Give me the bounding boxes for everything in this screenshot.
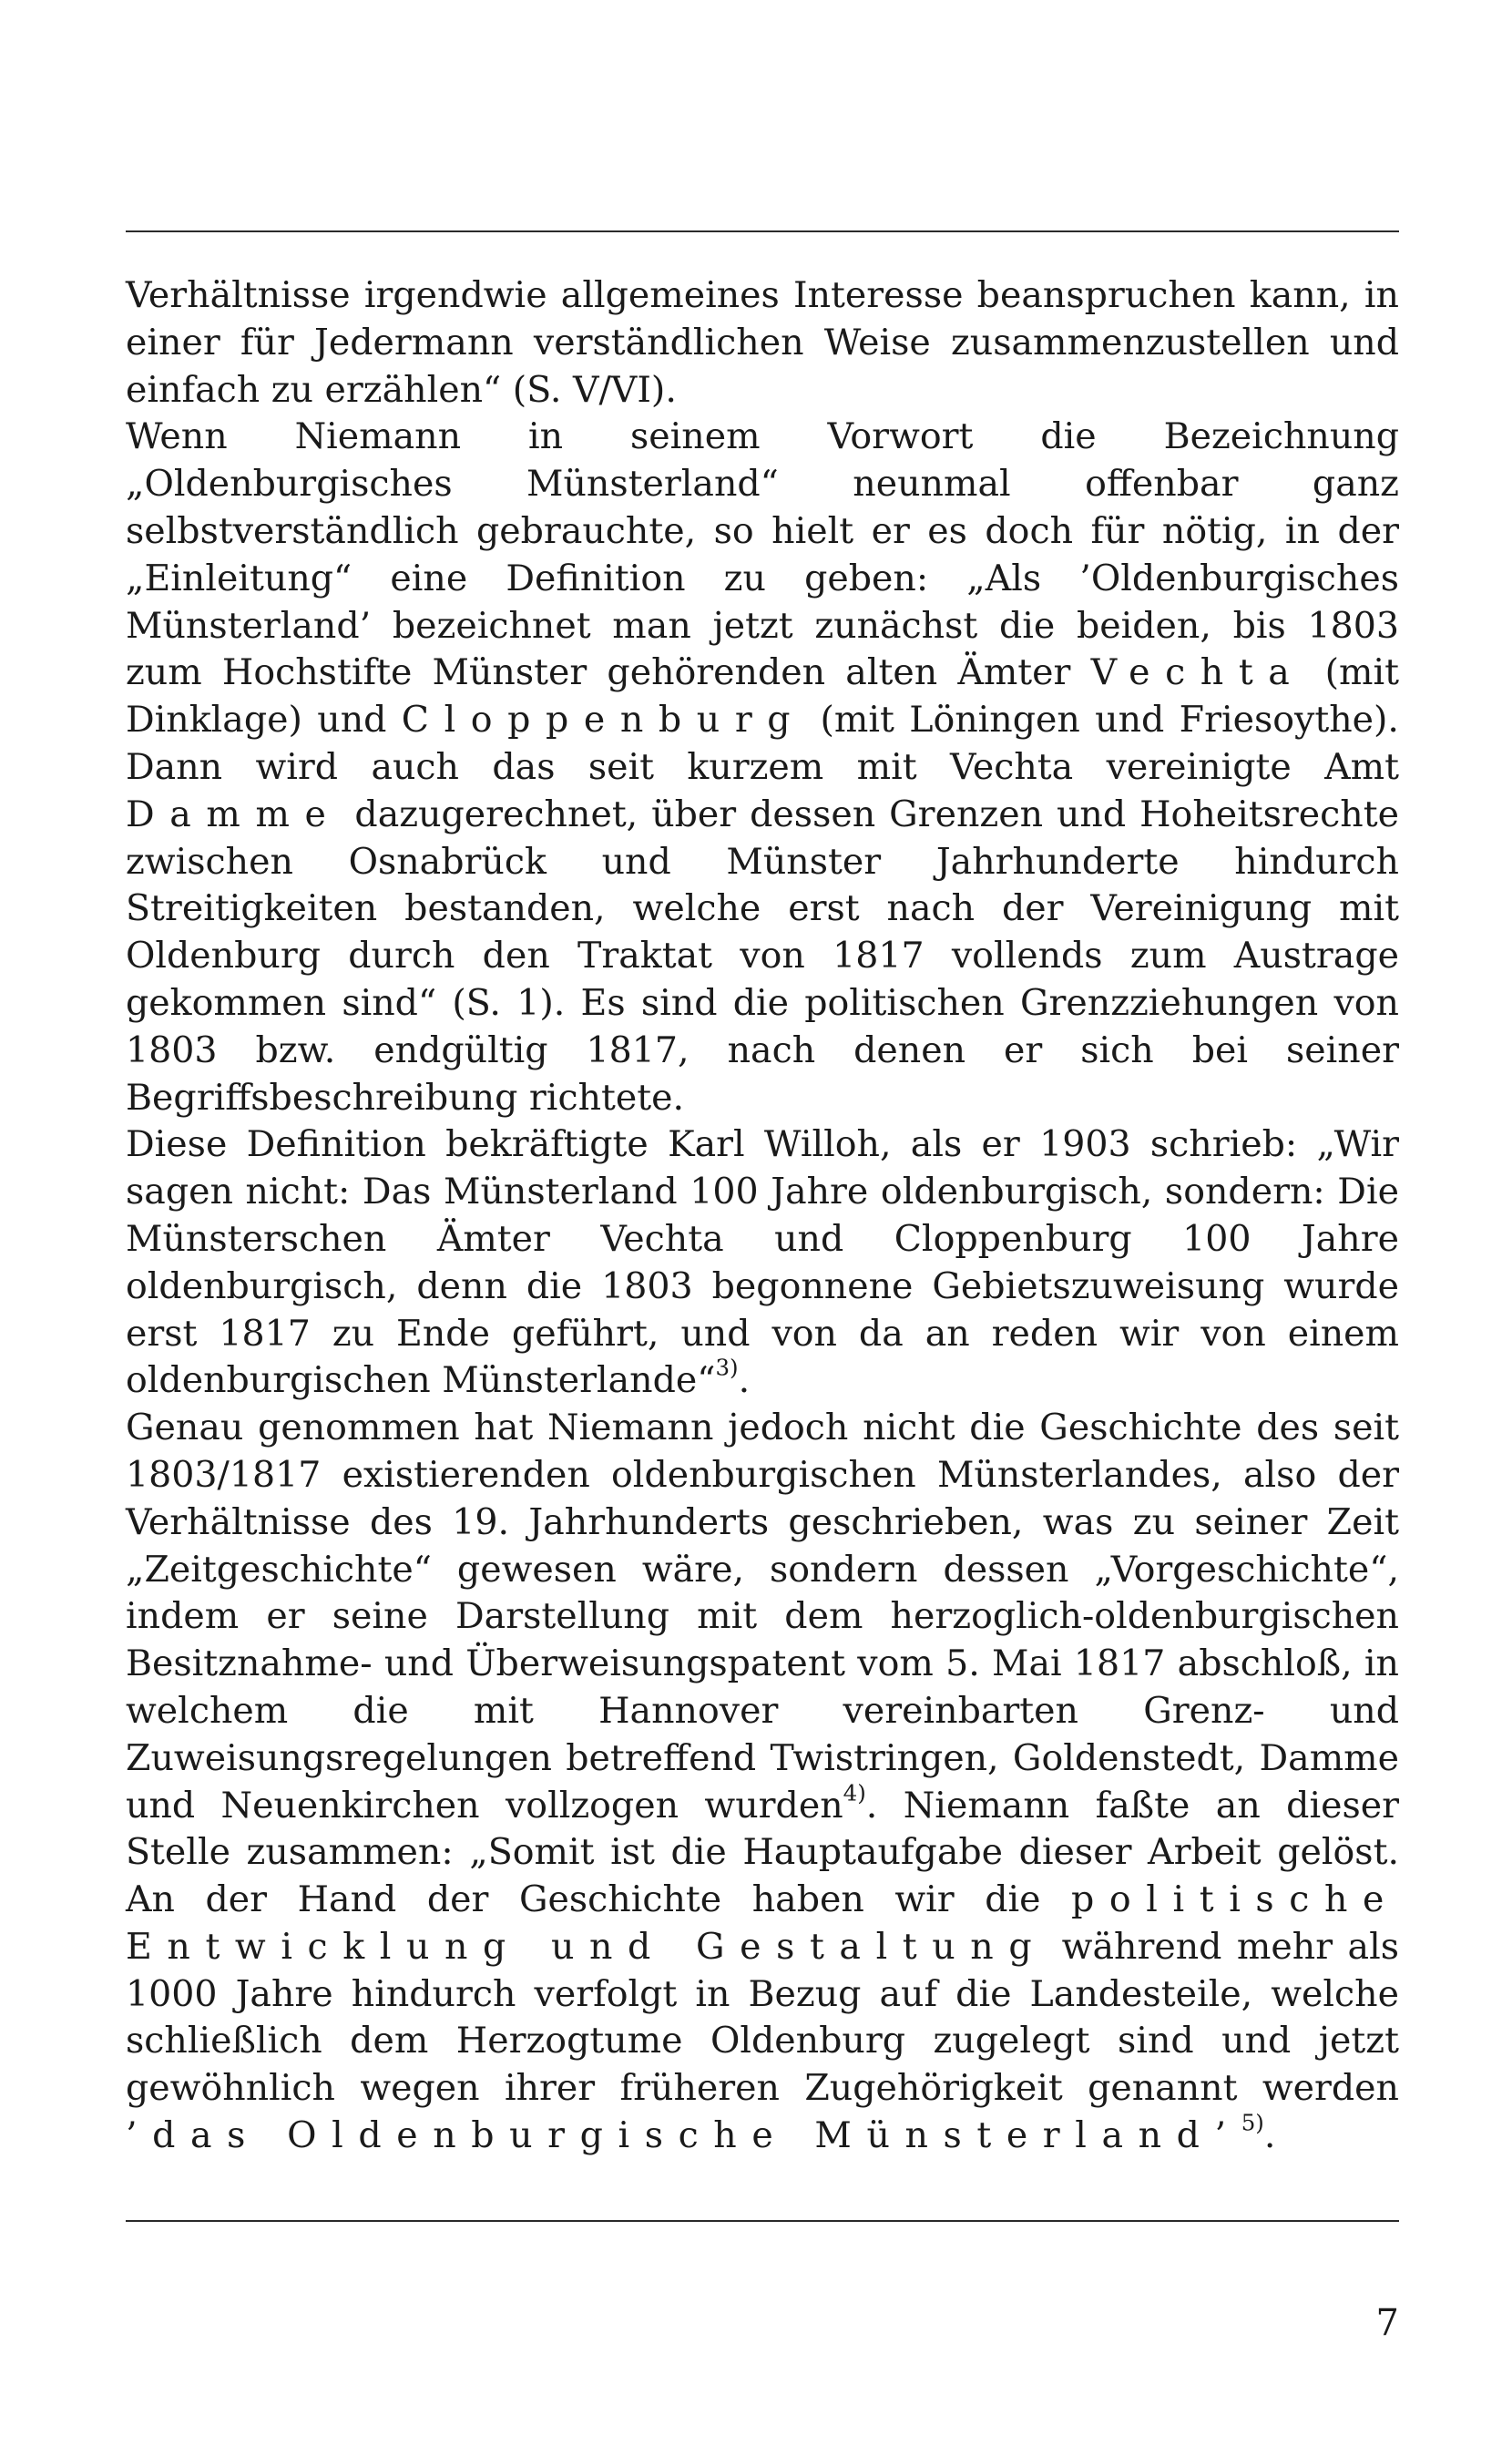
bottom-rule bbox=[126, 2220, 1399, 2222]
text-run: . bbox=[738, 1359, 751, 1402]
paragraph bbox=[126, 414, 1399, 1121]
text-run: (mit Dinklage) und bbox=[126, 651, 1399, 742]
emphasized-spaced-text: Vechta bbox=[1090, 651, 1305, 694]
emphasized-spaced-text: ’das Oldenburgische Münsterland’ bbox=[126, 2114, 1241, 2157]
emphasized-spaced-text: Damme bbox=[126, 793, 342, 835]
text-run: . bbox=[1263, 2114, 1276, 2157]
text-run: Wenn Niemann in seinem Vorwort die Bezeichnung „Oldenburgisches Münsterland“ neunmal offenbar ganz selbstverständlich gebrauchte, so hielt er es doch für nötig, in der „Einleitung“ eine Definition zu geben: „Als ’Oldenburgisches Münsterland’ bezeichnet man jetzt zunächst die beiden, bis 1803 zum Hochstifte Münster gehörenden alten Ämter bbox=[126, 415, 1399, 694]
text-run: Genau genommen hat Niemann jedoch nicht die Geschichte des seit 1803/1817 existierenden oldenburgischen Münsterlandes, also der Verhältnisse des 19. Jahrhunderts geschrieben, was zu seiner Zeit „Zeitgeschichte“ gewesen wäre, sondern dessen „Vorgeschichte“, indem er seine Darstellung mit dem herzoglich-oldenburgischen Besitznahme- und Überweisungspatent vom 5. Mai 1817 abschloß, in welchem die mit Hannover vereinbarten Grenz- und Zuweisungsregelungen betreffend Twistringen, Goldenstedt, Damme und Neuenkirchen vollzogen wurden bbox=[126, 1407, 1399, 1827]
paragraph bbox=[126, 1405, 1399, 2160]
text-run: . Niemann faßte an dieser Stelle zusammen: „Somit ist die Hauptaufgabe dieser Arbeit gelöst. An der Hand der Geschichte haben wir die bbox=[126, 1784, 1399, 1921]
footnote-ref: 4) bbox=[843, 1779, 866, 1806]
paragraph bbox=[126, 1121, 1399, 1405]
footnote-ref: 3) bbox=[715, 1354, 739, 1381]
text-run: dazugerechnet, über dessen Grenzen und Hoheitsrechte zwischen Osnabrück und Münster Jahrhunderte hindurch Streitigkeiten bestanden, welche erst nach der Vereinigung mit Oldenburg durch den Traktat von 1817 vollends zum Austrage gekommen sind“ (S. 1). Es sind die politischen Grenzziehungen von 1803 bzw. endgültig 1817, nach denen er sich bei seiner Begriffsbeschreibung richtete. bbox=[126, 793, 1399, 1119]
text-run: Verhältnisse irgendwie allgemeines Interesse beanspruchen kann, in einer für Jedermann verständlichen Weise zusammenzustellen und einfach zu erzählen“ (S. V/VI). bbox=[126, 274, 1399, 411]
emphasized-spaced-text: Cloppenburg bbox=[401, 699, 806, 742]
text-run: Diese Definition bekräftigte Karl Willoh, als er 1903 schrieb: „Wir sagen nicht: Das Münsterland 100 Jahre oldenburgisch, sondern: Die Münsterschen Ämter Vechta und Cloppenburg 100 Jahre oldenburgisch, denn die 1803 begonnene Gebietszuweisung wurde erst 1817 zu Ende geführt, und von da an reden wir von einem oldenburgischen Münsterlande“ bbox=[126, 1123, 1399, 1402]
emphasized-spaced-text: politische Entwicklung und Gestaltung bbox=[126, 1878, 1399, 1968]
top-rule bbox=[126, 230, 1399, 232]
text-run: (mit Löningen und Friesoythe). Dann wird auch das seit kurzem mit Vechta vereinigte Amt bbox=[126, 699, 1399, 788]
page-number: 7 bbox=[1375, 2302, 1399, 2344]
text-run: während mehr als 1000 Jahre hindurch verfolgt in Bezug auf die Landesteile, welche schließlich dem Herzogtume Oldenburg zugelegt sind und jetzt gewöhnlich wegen ihrer früheren Zugehörigkeit genannt werden bbox=[126, 1925, 1400, 2110]
footnote-ref: 5) bbox=[1241, 2109, 1264, 2136]
body-text bbox=[126, 272, 1399, 2160]
paragraph bbox=[126, 272, 1399, 414]
